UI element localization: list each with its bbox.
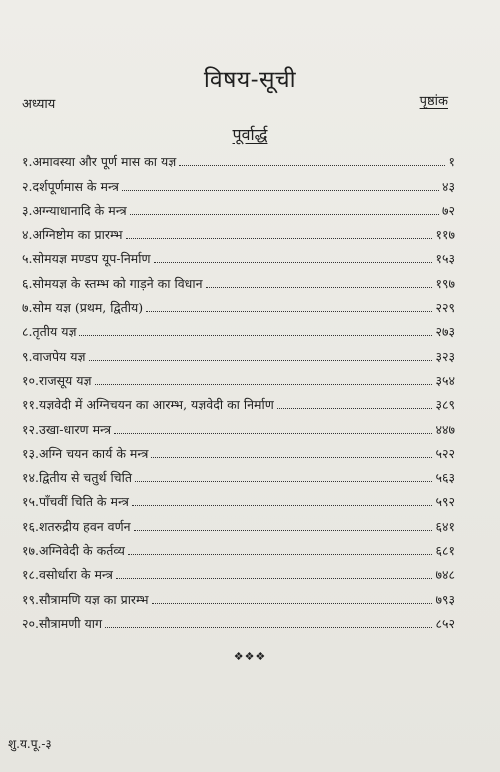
toc-entry (22, 389, 455, 413)
toc-entry-title: अग्नि चयन कार्य के मन्त्र (38, 445, 149, 461)
toc-entry-number: १०. (22, 372, 39, 388)
toc-entry-number: ४. (22, 227, 33, 243)
dot-leader (79, 335, 432, 336)
toc-entry-title: द्वितीय से चतुर्थ चिति (38, 470, 132, 486)
toc-entry-title: सोमयज्ञ के स्तम्भ को गाड़ने का विधान (32, 275, 203, 291)
toc-entry (22, 535, 455, 559)
toc-entry-page: ५६३ (435, 470, 455, 486)
toc-entry-number: १९. (22, 591, 39, 607)
toc-entry (22, 559, 455, 583)
toc-entry-title: शतरुद्रीय हवन वर्णन (38, 518, 131, 534)
toc-entry-number: १७. (22, 543, 39, 559)
toc-entry (22, 462, 455, 486)
ornament: ❖❖❖ (233, 650, 267, 663)
toc-entry-page: ७९३ (435, 591, 455, 607)
dot-leader (151, 457, 432, 458)
toc-entry-title: यज्ञवेदी में अग्निचयन का आरम्भ, यज्ञवेदी का निर्माण (38, 397, 274, 413)
section-title: पूर्वार्द्ध (232, 125, 268, 144)
toc-entry-number: १३. (22, 445, 39, 461)
toc-entry (22, 195, 455, 219)
toc-entry-title: पाँचवीं चिति के मन्त्र (38, 494, 129, 510)
dot-leader (206, 287, 433, 288)
dot-leader (152, 603, 433, 604)
toc-entry-title: दर्शपूर्णमास के मन्त्र (32, 178, 119, 194)
dot-leader (277, 408, 433, 409)
toc-entry (22, 486, 455, 510)
dot-leader (116, 578, 433, 579)
toc-entry-number: ५. (22, 251, 33, 267)
dot-leader (130, 214, 439, 215)
dot-leader (105, 627, 432, 628)
toc-entry-page: ३२३ (435, 348, 455, 364)
toc-entry-page: ७४८ (435, 567, 455, 583)
toc-entry-page: ३८९ (435, 397, 455, 413)
toc-entry (22, 146, 455, 170)
dot-leader (132, 505, 433, 506)
footer-signature: शु.य.पू.-३ (8, 737, 52, 751)
toc-entry-title: उखा-धारण मन्त्र (38, 421, 112, 437)
toc-entry-number: ९. (22, 348, 33, 364)
toc-entry (22, 219, 455, 243)
toc-entry-title: सौत्रामणि यज्ञ का प्रारम्भ (38, 591, 149, 607)
toc-entry-number: १८. (22, 567, 39, 583)
toc-entry-number: ८. (22, 324, 33, 340)
toc-entry-page: ७२ (441, 202, 455, 218)
dot-leader (154, 262, 433, 263)
toc-entry-title: वसोर्धारा के मन्त्र (38, 567, 113, 583)
toc-entry-page: १५३ (435, 251, 455, 267)
toc-entry-title: सोम यज्ञ (प्रथम, द्वितीय) (32, 300, 144, 316)
toc-entry-number: १२. (22, 421, 39, 437)
toc-entry-number: १६. (22, 518, 39, 534)
dot-leader (122, 190, 439, 191)
toc-entry-page: ३५४ (435, 372, 455, 388)
dot-leader (114, 433, 432, 434)
toc-entry-title: सौत्रामणी याग (38, 615, 103, 631)
dot-leader (126, 238, 433, 239)
toc-entry-page: १९७ (435, 275, 455, 291)
toc-entry (22, 243, 455, 267)
dot-leader (95, 384, 433, 385)
toc-entry-number: १५. (22, 494, 39, 510)
toc-entry-number: ७. (22, 300, 33, 316)
chapter-column-header: अध्याय (22, 97, 56, 112)
toc-entry (22, 510, 455, 534)
dot-leader (134, 530, 433, 531)
toc-entry (22, 267, 455, 291)
toc-entry (22, 438, 455, 462)
toc-entry-page: ११७ (435, 227, 455, 243)
dot-leader (89, 360, 433, 361)
toc-entry-title: अग्न्याधानादि के मन्त्र (32, 202, 127, 218)
toc-entry-page: ६४१ (435, 518, 455, 534)
toc-entry-page: २७३ (435, 324, 455, 340)
table-of-contents (22, 146, 455, 632)
toc-entry-number: १. (22, 154, 33, 170)
toc-entry (22, 316, 455, 340)
toc-entry-number: १४. (22, 470, 39, 486)
toc-entry (22, 340, 455, 364)
toc-entry (22, 365, 455, 389)
toc-entry (22, 583, 455, 607)
toc-entry-title: वाजपेय यज्ञ (32, 348, 86, 364)
toc-entry (22, 413, 455, 437)
dot-leader (128, 554, 433, 555)
toc-entry-title: सोमयज्ञ मण्डप यूप-निर्माण (32, 251, 151, 267)
toc-entry-number: २०. (22, 615, 39, 631)
toc-entry-title: राजसूय यज्ञ (38, 372, 92, 388)
toc-entry-title: तृतीय यज्ञ (32, 324, 77, 340)
dot-leader (146, 311, 432, 312)
toc-entry-title: अमावस्या और पूर्ण मास का यज्ञ (32, 154, 177, 170)
toc-entry-page: ५२२ (435, 445, 455, 461)
toc-entry-number: ६. (22, 275, 33, 291)
toc-entry-page: ५९२ (435, 494, 455, 510)
toc-entry-number: २. (22, 178, 33, 194)
toc-entry (22, 170, 455, 194)
dot-leader (179, 165, 445, 166)
dot-leader (135, 481, 433, 482)
toc-entry-page: २२९ (435, 300, 455, 316)
page-number-column-header: पृष्ठांक (419, 94, 448, 109)
toc-entry-number: ३. (22, 202, 33, 218)
page-title: विषय-सूची (203, 67, 297, 93)
toc-entry-title: अग्निवेदी के कर्तव्य (38, 543, 125, 559)
toc-entry (22, 608, 455, 632)
toc-entry-page: १ (448, 154, 455, 170)
toc-entry-page: ४४७ (435, 421, 455, 437)
toc-entry-page: ८५२ (435, 615, 455, 631)
toc-entry (22, 292, 455, 316)
toc-entry-page: ४३ (441, 178, 455, 194)
toc-entry-page: ६८१ (435, 543, 455, 559)
toc-entry-number: ११. (22, 397, 39, 413)
toc-entry-title: अग्निष्टोम का प्रारम्भ (32, 227, 123, 243)
